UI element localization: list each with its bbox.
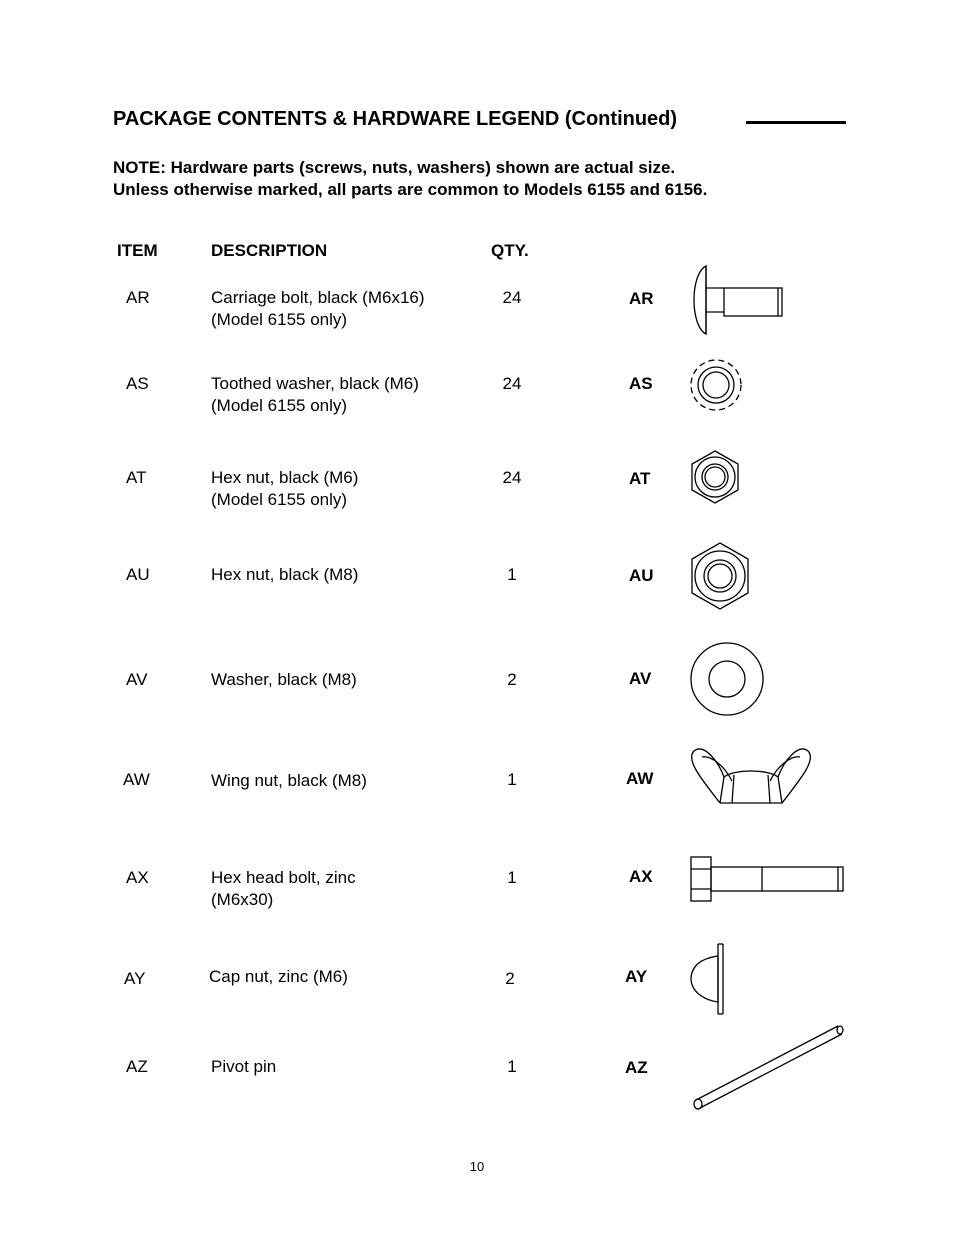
item-quantity: 2	[507, 670, 517, 689]
description-line-1: Carriage bolt, black (M6x16)	[211, 288, 425, 307]
item-quantity: 1	[507, 565, 517, 584]
note-line-1: NOTE: Hardware parts (screws, nuts, washers) shown are actual size.	[113, 158, 676, 177]
diagram-label: AW	[626, 769, 654, 788]
header-description: DESCRIPTION	[211, 241, 328, 260]
title-rule	[746, 121, 846, 124]
item-code: AY	[124, 969, 146, 988]
description-line-1: Wing nut, black (M8)	[211, 771, 367, 790]
item-description	[211, 373, 471, 417]
diagram-label: AX	[629, 867, 653, 886]
description-line-2: (Model 6155 only)	[211, 396, 348, 415]
page-title: PACKAGE CONTENTS & HARDWARE LEGEND (Continued)	[113, 108, 678, 130]
hex-head-bolt-icon	[690, 855, 846, 903]
item-description	[211, 467, 471, 511]
diagram-label: AY	[625, 967, 648, 986]
pivot-pin-icon	[690, 1022, 848, 1112]
hex-nut-icon	[689, 449, 741, 505]
carriage-bolt-icon	[688, 264, 788, 338]
diagram-label: AR	[629, 289, 654, 308]
item-quantity: 1	[507, 868, 517, 887]
item-code: AR	[126, 288, 150, 307]
item-description	[211, 867, 471, 911]
item-quantity: 24	[502, 468, 522, 487]
item-code: AT	[126, 468, 147, 487]
wing-nut-icon	[688, 741, 816, 811]
toothed-washer-icon	[689, 358, 743, 412]
diagram-label: AV	[629, 669, 652, 688]
description-line-1: Hex nut, black (M8)	[211, 565, 359, 584]
diagram-label: AS	[629, 374, 653, 393]
diagram-label: AT	[629, 469, 651, 488]
item-quantity: 24	[502, 288, 522, 307]
item-quantity: 1	[507, 1057, 517, 1076]
item-code: AW	[123, 770, 150, 789]
description-line-2: (Model 6155 only)	[211, 310, 348, 329]
hex-nut-icon	[688, 541, 752, 611]
flat-washer-icon	[689, 641, 765, 717]
diagram-label: AZ	[625, 1058, 648, 1077]
diagram-label: AU	[629, 566, 654, 585]
item-code: AS	[126, 374, 149, 393]
item-description	[211, 287, 471, 331]
item-description	[209, 966, 469, 988]
item-description	[211, 1056, 471, 1078]
item-code: AZ	[126, 1057, 148, 1076]
header-qty: QTY.	[491, 241, 529, 260]
description-line-1: Pivot pin	[211, 1057, 277, 1076]
description-line-1: Hex nut, black (M6)	[211, 468, 359, 487]
note-line-2: Unless otherwise marked, all parts are common to Models 6155 and 6156.	[113, 180, 708, 199]
item-description	[211, 770, 471, 792]
item-code: AU	[126, 565, 150, 584]
item-quantity: 1	[507, 770, 517, 789]
description-line-1: Toothed washer, black (M6)	[211, 374, 419, 393]
description-line-1: Cap nut, zinc (M6)	[209, 967, 348, 986]
description-line-2: (Model 6155 only)	[211, 490, 348, 509]
cap-nut-icon	[688, 942, 728, 1016]
item-code: AX	[126, 868, 149, 887]
header-item: ITEM	[117, 241, 158, 260]
page-number: 10	[469, 1159, 485, 1174]
item-code: AV	[126, 670, 148, 689]
description-line-2: (M6x30)	[211, 890, 274, 909]
description-line-1: Hex head bolt, zinc	[211, 868, 356, 887]
item-description	[211, 564, 471, 586]
item-quantity: 2	[505, 969, 515, 988]
item-description	[211, 669, 471, 691]
description-line-1: Washer, black (M8)	[211, 670, 357, 689]
item-quantity: 24	[502, 374, 522, 393]
